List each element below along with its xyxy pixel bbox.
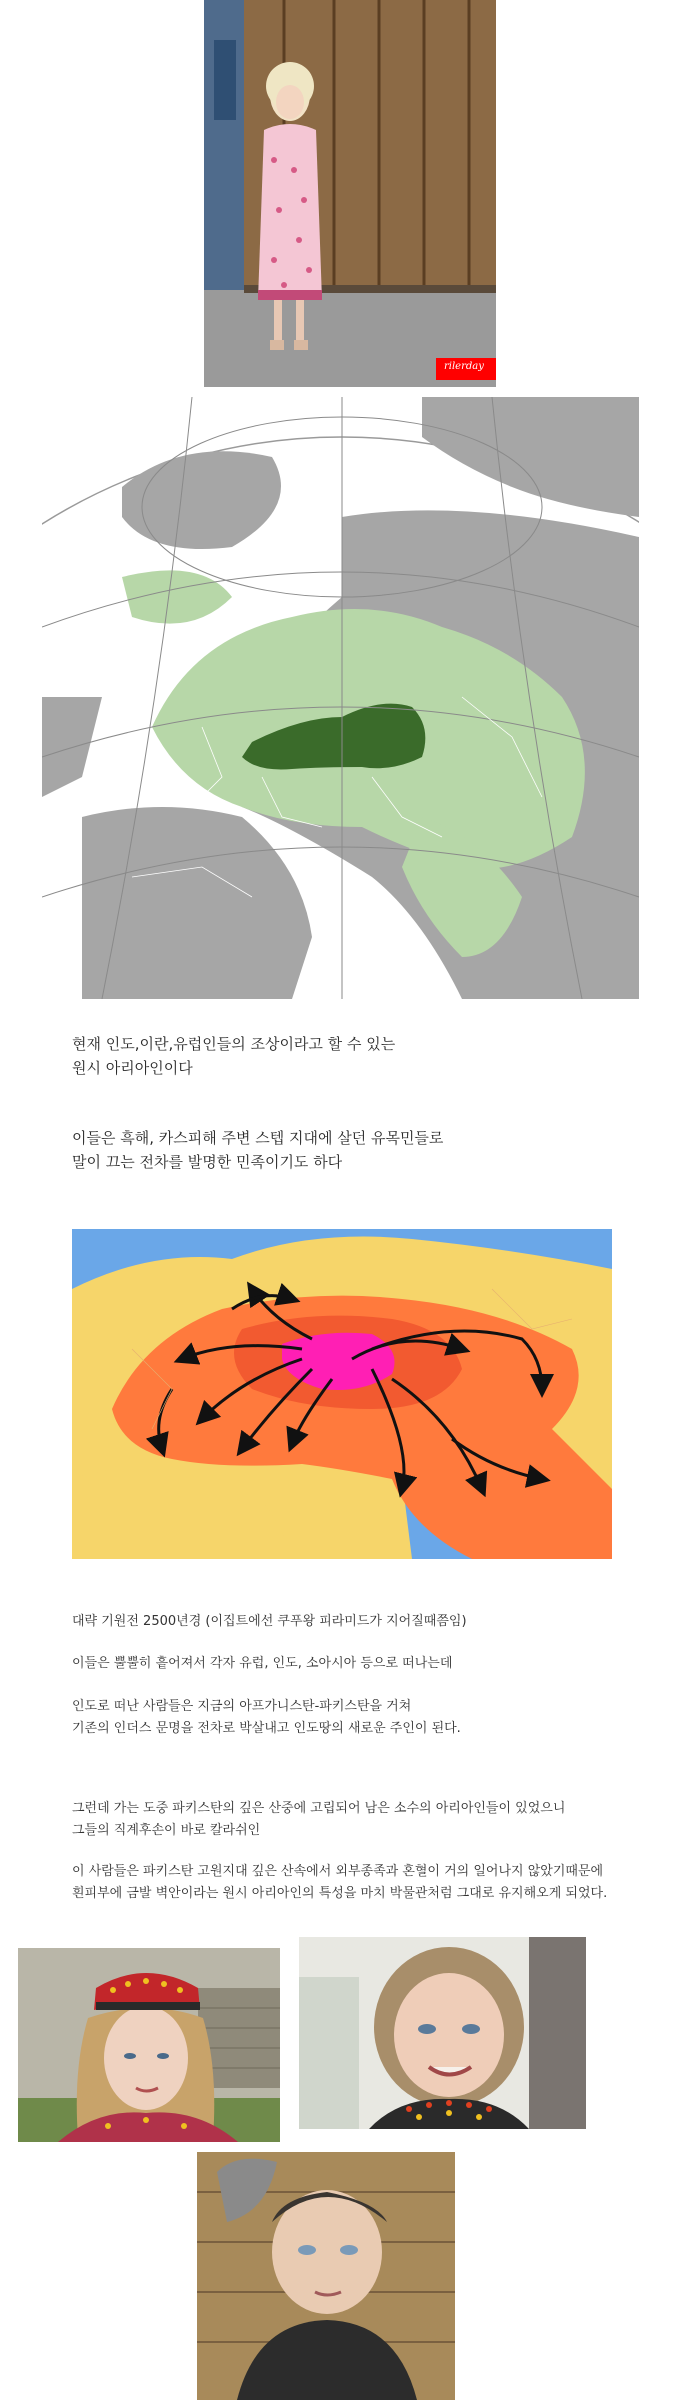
watermark-text: rilerday xyxy=(444,361,484,372)
text-line: 현재 인도,이란,유럽인들의 조상이라고 할 수 있는 xyxy=(72,1035,396,1053)
text-line: 이들은 흑해, 카스피해 주변 스텝 지대에 살던 유목민들로 xyxy=(72,1129,444,1147)
photo-kalash-girl-smiling xyxy=(299,1937,586,2129)
globe-map-art xyxy=(42,397,639,999)
photo-kalash-boy xyxy=(197,2152,455,2400)
paragraph-kalash xyxy=(72,1798,565,1842)
photo-kalash-boy-art xyxy=(197,2152,455,2400)
text-line: 기존의 인더스 문명을 전차로 박살내고 인도땅의 새로운 주인이 된다. xyxy=(72,1721,461,1736)
paragraph-date xyxy=(72,1611,467,1633)
text-line: 이들은 뿔뿔히 흩어져서 각자 유럽, 인도, 소아시아 등으로 떠나는데 xyxy=(72,1656,453,1671)
paragraph-traits xyxy=(72,1861,607,1905)
paragraph-nomads xyxy=(72,1126,443,1174)
text-line: 이 사람들은 파키스탄 고원지대 깊은 산속에서 외부종족과 혼혈이 거의 일어나지 않았기때문에 xyxy=(72,1864,604,1879)
text-line: 말이 끄는 전차를 발명한 민족이기도 하다 xyxy=(72,1153,343,1171)
photo-girl-at-door xyxy=(204,0,496,387)
photo-girl-at-door-art xyxy=(204,0,496,387)
migration-map-art xyxy=(72,1229,612,1559)
text-line: 그들의 직계후손이 바로 칼라쉬인 xyxy=(72,1823,261,1838)
migration-map xyxy=(72,1229,612,1559)
photo-kalash-girl-headdress xyxy=(18,1948,280,2142)
globe-map xyxy=(42,397,639,999)
text-line: 인도로 떠난 사람들은 지금의 아프가니스탄-파키스탄을 거쳐 xyxy=(72,1699,412,1714)
paragraph-scatter xyxy=(72,1653,452,1675)
text-line: 대략 기원전 2500년경 (이집트에선 쿠푸왕 피라미드가 지어질때쯤임) xyxy=(72,1614,467,1629)
text-line: 원시 아리아인이다 xyxy=(72,1059,193,1077)
photo-kalash-girl-headdress-art xyxy=(18,1948,280,2142)
text-line: 흰피부에 금발 벽안이라는 원시 아리아인의 특성을 마치 박물관처럼 그대로 유지해오게 되었다. xyxy=(72,1886,608,1901)
text-line: 그런데 가는 도중 파키스탄의 깊은 산중에 고립되어 남은 소수의 아리아인들이 있었으니 xyxy=(72,1801,566,1816)
paragraph-india xyxy=(72,1696,461,1740)
photo-kalash-girl-smiling-art xyxy=(299,1937,586,2129)
paragraph-origin xyxy=(72,1032,395,1080)
